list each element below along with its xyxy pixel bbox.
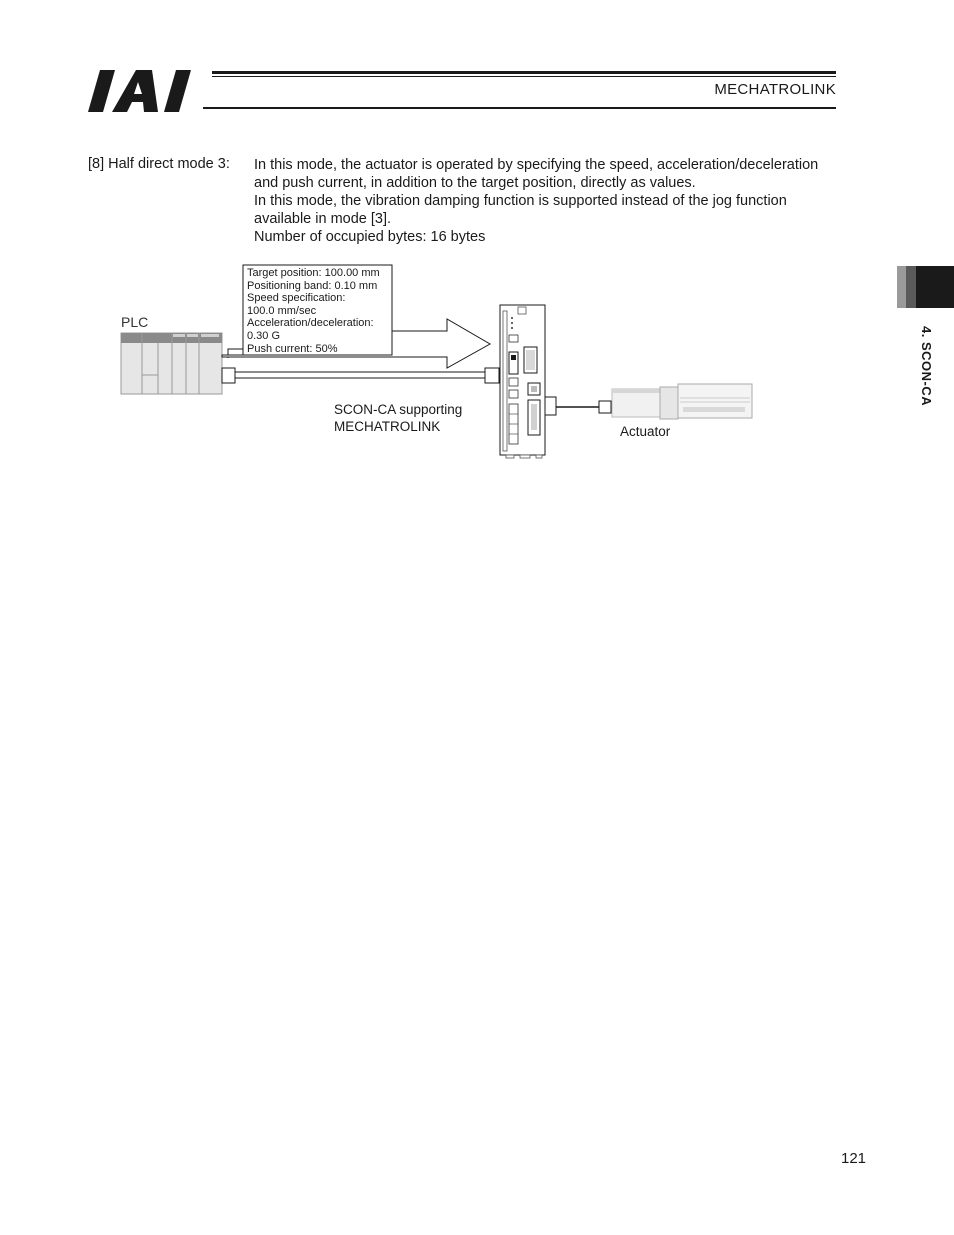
data-line: Speed specification: (247, 292, 346, 305)
description-line: In this mode, the actuator is operated by specifying the speed, acceleration/deceleration (254, 157, 819, 173)
controller-label-line: MECHATROLINK (334, 419, 441, 434)
data-line: Acceleration/deceleration: (247, 317, 374, 330)
scon-ca-controller (500, 305, 556, 458)
page-number: 121 (841, 1150, 867, 1167)
data-line: 0.30 G (247, 329, 281, 342)
description-line: In this mode, the vibration damping function is supported instead of the jog function (254, 193, 787, 209)
network-cable (235, 368, 499, 383)
actuator (612, 384, 752, 419)
description-line: Number of occupied bytes: 16 bytes (254, 229, 486, 245)
command-data-text (247, 267, 380, 355)
description-line: and push current, in addition to the target position, directly as values. (254, 175, 696, 191)
mode-label: [8] Half direct mode 3: (88, 156, 230, 172)
data-line: Target position: 100.00 mm (247, 267, 380, 279)
actuator-label: Actuator (620, 424, 671, 439)
controller-label (334, 401, 462, 435)
data-line: 100.0 mm/sec (247, 304, 317, 317)
data-line: Push current: 50% (247, 342, 338, 355)
side-tab-label: 4. SCON-CA (919, 326, 934, 407)
controller-label-line: SCON-CA supporting (334, 402, 463, 417)
motor-cable (556, 401, 611, 413)
description-line: available in mode [3]. (254, 211, 392, 227)
data-line: Positioning band: 0.10 mm (247, 279, 378, 292)
plc-label: PLC (121, 314, 149, 330)
header-title: MECHATROLINK (714, 81, 836, 98)
plc-unit (121, 333, 235, 394)
